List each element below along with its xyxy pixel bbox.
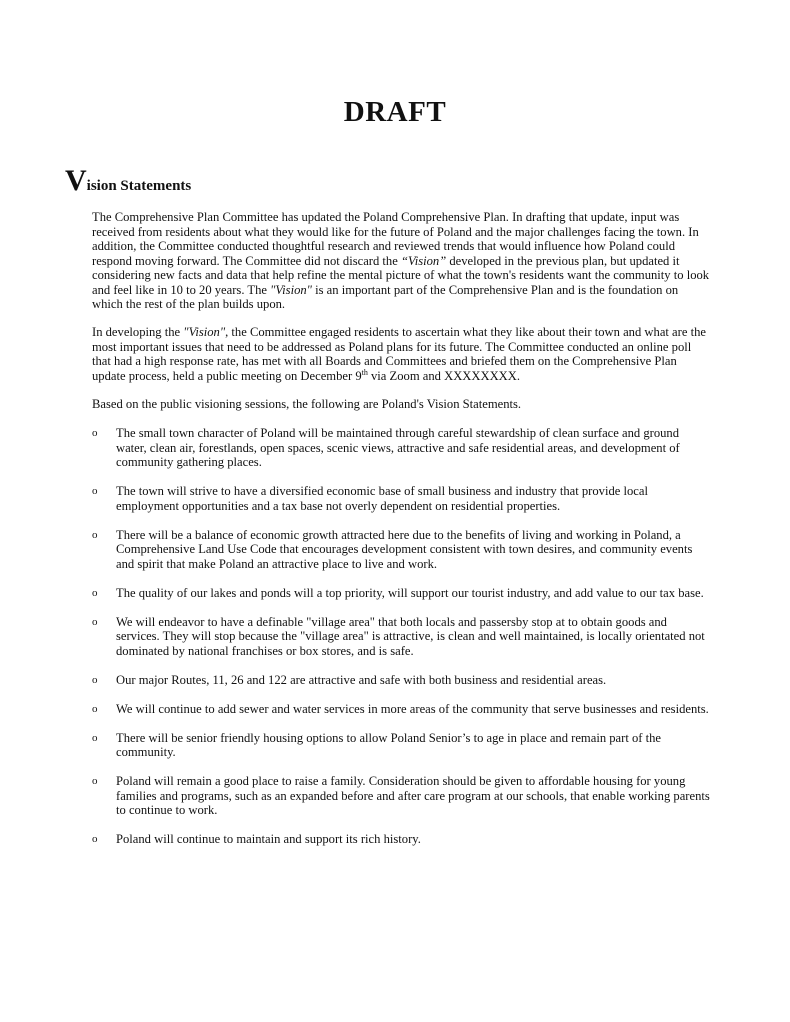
text-run: The Comprehensive Plan Committee has updated the Poland Comprehensive Plan. In drafting that update, input was received from residents about what they would like for the future of Poland and the major challenges facing the town. In addition, the Committee conducted thoughtful research and reviewed trends that would influence how Poland could respond moving forward. The Committee did not discard the: [92, 210, 699, 268]
list-item: [92, 673, 712, 688]
list-item: [92, 774, 712, 818]
statement-text: Poland will remain a good place to raise a family. Consideration should be given to affordable housing for young families and programs, such as an expanded before and after care program at our schools, that enable working parents to continue to work.: [116, 774, 710, 817]
heading-rest: ision Statements: [86, 178, 192, 194]
ordinal-suffix: th: [361, 367, 368, 377]
text-run: , the Committee engaged residents to ascertain what they like about their town and what are the most important issues that need to be addressed as Poland plans for its future. The Committee conducted an online poll that had a high response rate, has met with all Boards and Committees and briefed them on the Comprehensive Plan update process, held a public meeting on December 9: [92, 325, 706, 383]
list-item: [92, 426, 712, 470]
list-item: [92, 702, 712, 717]
bullet-icon: o: [92, 775, 98, 787]
bullet-icon: o: [92, 485, 98, 497]
statement-text: Our major Routes, 11, 26 and 122 are attractive and safe with both business and residential areas.: [116, 672, 607, 687]
statement-text: We will endeavor to have a definable "village area" that both locals and passersby stop at to obtain goods and services. They will stop because the "village area" is attractive, is clean and well maintained, is locally orientated not dominated by national franchises or box stores, and is safe.: [116, 614, 705, 658]
list-item: [92, 832, 712, 847]
statement-text: There will be a balance of economic growth attracted here due to the benefits of living and working in Poland, a Comprehensive Land Use Code that encourages development consistent with town desires, and community events and spirit that make Poland an attractive place to live and work.: [116, 527, 693, 571]
statement-text: There will be senior friendly housing options to allow Poland Senior’s to age in place and remain part of the community.: [116, 730, 662, 759]
bullet-icon: o: [92, 702, 98, 715]
list-item: [92, 615, 712, 659]
vision-emphasis: “Vision”: [400, 253, 447, 268]
section-heading: [65, 164, 191, 198]
draft-title: DRAFT: [343, 96, 447, 128]
list-item: [92, 484, 712, 513]
vision-emphasis: "Vision": [270, 282, 312, 297]
text-run: is an important part of the Comprehensive Plan and is the foundation on which the rest of the plan builds upon.: [92, 282, 679, 311]
bullet-icon: o: [92, 673, 98, 686]
statement-text: The quality of our lakes and ponds will a top priority, will support our tourist industry, and add value to our tax base.: [116, 585, 704, 600]
bullet-icon: o: [92, 528, 98, 541]
list-item: [92, 731, 712, 760]
process-paragraph: [92, 325, 712, 383]
bullet-icon: o: [92, 586, 98, 599]
bullet-icon: o: [92, 833, 98, 845]
bullet-icon: o: [92, 615, 98, 628]
statement-text: The small town character of Poland will be maintained through careful stewardship of clean surface and ground water, clean air, forestlands, open spaces, scenic views, attractive and safe residential areas, and development of community gathering places.: [116, 426, 680, 469]
vision-statements-list: [92, 426, 712, 861]
vision-emphasis: "Vision": [183, 325, 226, 339]
text-run: In developing the: [92, 325, 184, 339]
statement-text: Poland will continue to maintain and support its rich history.: [116, 832, 421, 846]
statement-text: The town will strive to have a diversified economic base of small business and industry that provide local employment opportunities and a tax base not overly dependent on residential properties.: [116, 484, 648, 513]
heading-initial: V: [65, 164, 87, 197]
list-item: [92, 586, 712, 601]
list-item: [92, 528, 712, 572]
statement-text: We will continue to add sewer and water services in more areas of the community that serve businesses and residents.: [116, 701, 709, 716]
text-run: via Zoom and XXXXXXXX.: [367, 368, 521, 383]
lead-in-paragraph: Based on the public visioning sessions, the following are Poland's Vision Statements.: [92, 397, 522, 411]
bullet-icon: o: [92, 731, 98, 744]
intro-paragraph: [92, 210, 712, 312]
bullet-icon: o: [92, 427, 98, 439]
text-run: developed in the previous plan, but updated it considering new facts and data that help refine the mental picture of what the town's residents want the community to look and feel like in 10 to 20 years. The: [92, 253, 710, 297]
